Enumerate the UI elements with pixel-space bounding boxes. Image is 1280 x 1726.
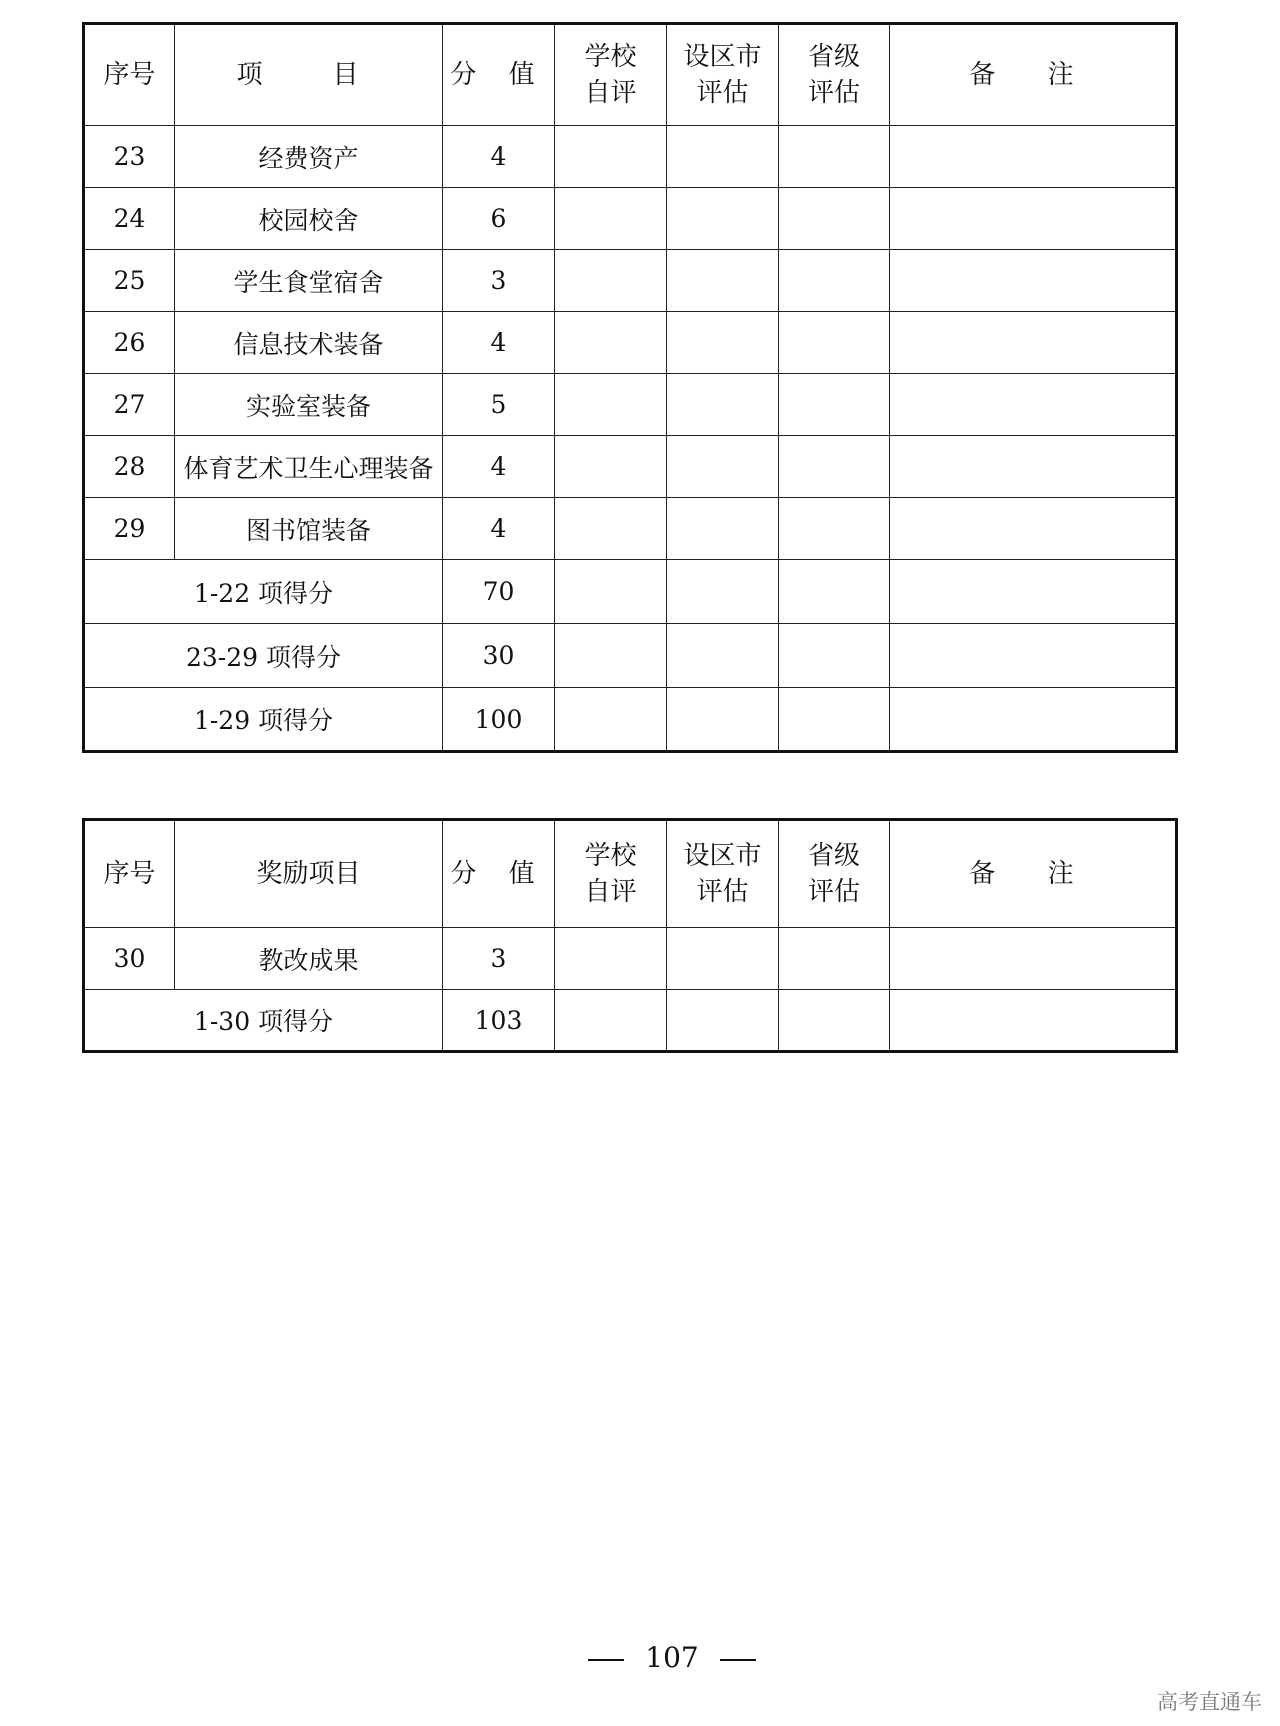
province-eval-cell	[779, 624, 890, 688]
row-score: 4	[443, 126, 555, 188]
table-row	[84, 250, 1177, 312]
row-seq: 24	[84, 188, 175, 250]
city-eval-cell	[667, 498, 779, 560]
school-self-eval-cell	[555, 928, 667, 990]
row-item: 经费资产	[175, 126, 443, 188]
province-eval-cell	[779, 688, 890, 752]
subtotal-label: 1-22 项得分	[84, 560, 443, 624]
province-eval-cell	[779, 374, 890, 436]
row-seq: 26	[84, 312, 175, 374]
subtotal-label: 23-29 项得分	[84, 624, 443, 688]
page-number	[0, 1641, 1280, 1674]
watermark: 高考直通车	[1157, 1690, 1262, 1714]
province-eval-cell	[779, 126, 890, 188]
header-school-self-eval: 学校 自评	[555, 820, 667, 928]
remarks-cell	[890, 990, 1177, 1052]
row-seq: 28	[84, 436, 175, 498]
city-eval-cell	[667, 928, 779, 990]
remarks-cell	[890, 624, 1177, 688]
school-self-eval-cell	[555, 250, 667, 312]
table-row	[84, 188, 1177, 250]
table-header-row	[84, 820, 1177, 928]
subtotal-label: 1-30 项得分	[84, 990, 443, 1052]
table-header-row	[84, 24, 1177, 126]
row-item: 图书馆装备	[175, 498, 443, 560]
subtotal-score: 100	[443, 688, 555, 752]
remarks-cell	[890, 560, 1177, 624]
remarks-cell	[890, 498, 1177, 560]
row-score: 6	[443, 188, 555, 250]
row-item: 教改成果	[175, 928, 443, 990]
page-number-value: 107	[645, 1641, 699, 1674]
header-city-eval: 设区市 评估	[667, 820, 779, 928]
page-number-dash-right	[720, 1659, 756, 1661]
school-self-eval-cell	[555, 188, 667, 250]
header-remarks: 备 注	[890, 820, 1177, 928]
row-item: 学生食堂宿舍	[175, 250, 443, 312]
city-eval-cell	[667, 188, 779, 250]
subtotal-score: 70	[443, 560, 555, 624]
school-self-eval-cell	[555, 312, 667, 374]
remarks-cell	[890, 312, 1177, 374]
remarks-cell	[890, 126, 1177, 188]
remarks-cell	[890, 436, 1177, 498]
row-seq: 29	[84, 498, 175, 560]
city-eval-cell	[667, 312, 779, 374]
school-self-eval-cell	[555, 624, 667, 688]
evaluation-table-main	[82, 22, 1178, 753]
city-eval-cell	[667, 436, 779, 498]
table-row	[84, 436, 1177, 498]
page-number-dash-left	[588, 1659, 624, 1661]
subtotal-score: 30	[443, 624, 555, 688]
row-item: 校园校舍	[175, 188, 443, 250]
row-score: 4	[443, 312, 555, 374]
province-eval-cell	[779, 436, 890, 498]
remarks-cell	[890, 374, 1177, 436]
school-self-eval-cell	[555, 990, 667, 1052]
header-seq: 序号	[84, 820, 175, 928]
school-self-eval-cell	[555, 436, 667, 498]
header-reward-item: 奖励项目	[175, 820, 443, 928]
province-eval-cell	[779, 498, 890, 560]
header-school-self-eval: 学校 自评	[555, 24, 667, 126]
header-score: 分 值	[443, 820, 555, 928]
city-eval-cell	[667, 374, 779, 436]
city-eval-cell	[667, 688, 779, 752]
school-self-eval-cell	[555, 560, 667, 624]
header-score: 分 值	[443, 24, 555, 126]
row-item: 体育艺术卫生心理装备	[175, 436, 443, 498]
row-item: 信息技术装备	[175, 312, 443, 374]
remarks-cell	[890, 188, 1177, 250]
province-eval-cell	[779, 560, 890, 624]
city-eval-cell	[667, 624, 779, 688]
row-score: 5	[443, 374, 555, 436]
province-eval-cell	[779, 250, 890, 312]
header-province-eval: 省级 评估	[779, 24, 890, 126]
city-eval-cell	[667, 560, 779, 624]
header-remarks: 备 注	[890, 24, 1177, 126]
subtotal-row	[84, 560, 1177, 624]
subtotal-label: 1-29 项得分	[84, 688, 443, 752]
header-province-eval: 省级 评估	[779, 820, 890, 928]
row-item: 实验室装备	[175, 374, 443, 436]
header-seq: 序号	[84, 24, 175, 126]
remarks-cell	[890, 928, 1177, 990]
subtotal-score: 103	[443, 990, 555, 1052]
table-row	[84, 374, 1177, 436]
subtotal-row	[84, 688, 1177, 752]
province-eval-cell	[779, 312, 890, 374]
header-item: 项 目	[175, 24, 443, 126]
city-eval-cell	[667, 126, 779, 188]
row-seq: 25	[84, 250, 175, 312]
row-score: 4	[443, 498, 555, 560]
school-self-eval-cell	[555, 688, 667, 752]
city-eval-cell	[667, 990, 779, 1052]
row-seq: 23	[84, 126, 175, 188]
subtotal-row	[84, 990, 1177, 1052]
school-self-eval-cell	[555, 126, 667, 188]
city-eval-cell	[667, 250, 779, 312]
evaluation-table-reward	[82, 818, 1178, 1053]
remarks-cell	[890, 250, 1177, 312]
row-score: 3	[443, 250, 555, 312]
row-seq: 30	[84, 928, 175, 990]
province-eval-cell	[779, 188, 890, 250]
table-row	[84, 498, 1177, 560]
province-eval-cell	[779, 928, 890, 990]
school-self-eval-cell	[555, 498, 667, 560]
remarks-cell	[890, 688, 1177, 752]
school-self-eval-cell	[555, 374, 667, 436]
table-row	[84, 928, 1177, 990]
row-score: 4	[443, 436, 555, 498]
row-score: 3	[443, 928, 555, 990]
subtotal-row	[84, 624, 1177, 688]
table-row	[84, 126, 1177, 188]
province-eval-cell	[779, 990, 890, 1052]
table-row	[84, 312, 1177, 374]
row-seq: 27	[84, 374, 175, 436]
header-city-eval: 设区市 评估	[667, 24, 779, 126]
